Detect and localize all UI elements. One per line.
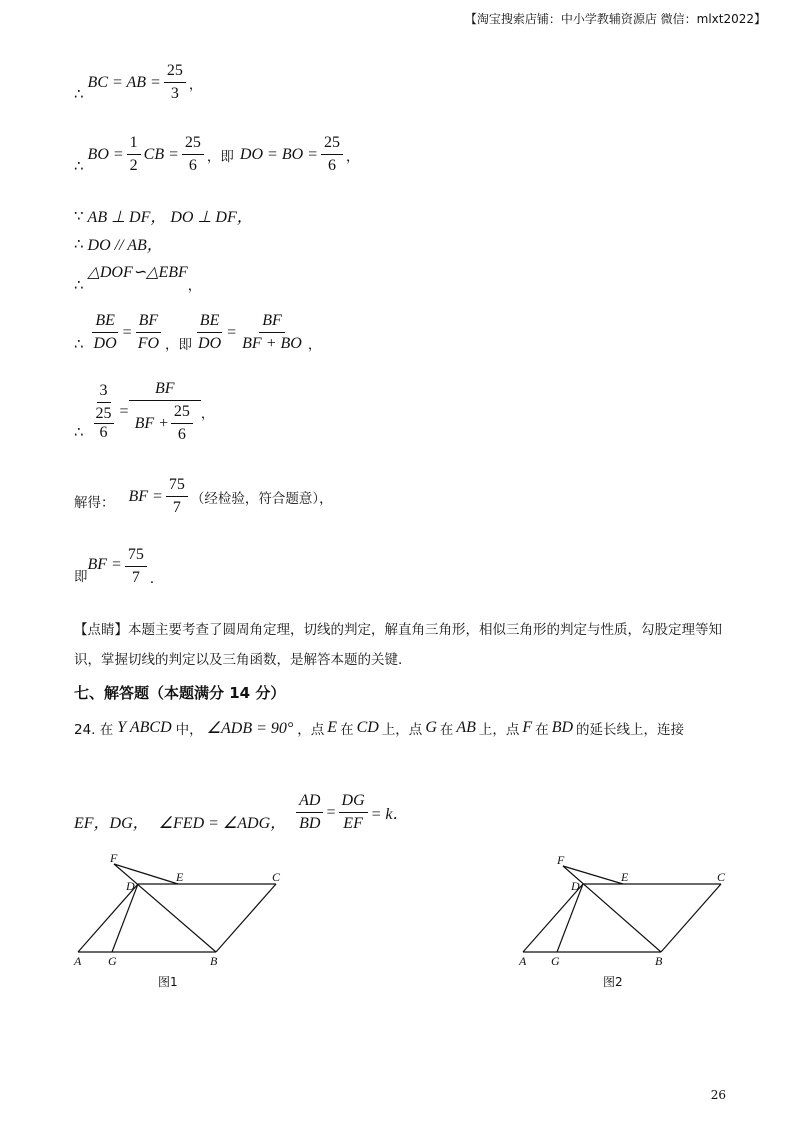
label-b: B (210, 954, 218, 968)
label-d: D (126, 879, 135, 893)
label-c: C (717, 870, 726, 884)
figure-2 (515, 850, 745, 990)
dianjing-note: 【点睛】本题主要考查了圆周角定理，切线的判定，解直角三角形，相似三角形的判定与性质，勾股定理等知识，掌握切线的判定以及三角函数，是解答本题的关键. (74, 622, 722, 668)
figure-1 (70, 850, 300, 990)
expr: BC = AB = (87, 73, 161, 91)
question-24-line2: EF，DG， ∠FED = ∠ADG， $\frac{AD}{BD}$ = $\frac{DG}{EF}$ = k． (74, 792, 409, 832)
compound-fraction: 3 25 6 (95, 382, 112, 441)
line-ratio: ∴ $\frac{BE}{DO}$ = $\frac{BF}{FO}$ ，即 $\frac{BE}{DO}$ = $\frac{BF}{BF + BO}$ ， (74, 312, 322, 353)
page-header: 【淘宝搜索店铺：中小学教辅资源店 微信：mlxt2022】 (464, 12, 766, 26)
fraction: $\frac{25}{6}$ (321, 134, 343, 175)
therefore-symbol: ∴ (74, 276, 84, 294)
label-e: E (176, 870, 184, 884)
label-a: A (74, 954, 82, 968)
label-a: A (519, 954, 527, 968)
therefore-symbol: ∴ (74, 85, 84, 103)
label-f: F (557, 853, 565, 867)
therefore-symbol: ∴ (74, 234, 84, 253)
section-title: 七、解答题（本题满分 14 分） (74, 684, 286, 702)
therefore-symbol: ∴ (74, 335, 84, 353)
fraction: $\frac{DG}{EF}$ (339, 792, 368, 833)
question-24-line1: 24. 在 Y ABCD 中， ∠ADB = 90° ，点 E 在 CD 上，点 G 在 AB 上，点 F 在 BD 的延长线上，连接 (74, 719, 685, 738)
line-similar: ∴ △DOF∽△EBF ， (74, 264, 202, 294)
segment-cb (216, 884, 276, 952)
fraction: $\frac{75}{7}$ (166, 476, 188, 517)
label-b: B (655, 954, 663, 968)
figure-caption: 图2 (603, 975, 623, 989)
fraction: $\frac{25}{3}$ (164, 62, 186, 103)
label-g: G (551, 954, 560, 968)
line-substitution: ∴ 3 25 6 = BF BF + $\frac{25}{6}$ ， (74, 380, 215, 443)
label-g: G (108, 954, 117, 968)
fraction: $\frac{BE}{DO}$ (198, 312, 222, 352)
therefore-symbol: ∴ (74, 157, 84, 175)
figure-caption: 图1 (158, 975, 178, 989)
line-final: 即 BF = $\frac{75}{7}$ ． (74, 546, 164, 587)
label-e: E (621, 870, 629, 884)
fraction: $\frac{AD}{BD}$ (296, 792, 323, 833)
because-symbol: ∵ (74, 206, 84, 225)
label-d: D (571, 879, 580, 893)
fraction: $\frac{25}{6}$ (182, 134, 204, 175)
label-f: F (110, 851, 118, 865)
line-bo: ∴ BO = $\frac{1}{2}$ CB = $\frac{25}{6}$ ，即 DO = BO = $\frac{25}{6}$ ， (74, 134, 360, 175)
line-solution: 解得： BF = $\frac{75}{7}$ （经检验，符合题意）， (74, 476, 333, 516)
line-parallel: ∴ DO // AB， (74, 234, 163, 254)
page-number: 26 (710, 1088, 726, 1102)
fraction: $\frac{BF}{BF + BO}$ (242, 312, 302, 352)
segment-dg (557, 884, 583, 952)
fraction: $\frac{BF}{FO}$ (135, 312, 162, 353)
segment-ad (523, 884, 583, 952)
fraction: $\frac{BE}{DO}$ (93, 312, 117, 352)
compound-fraction-right: BF BF + $\frac{25}{6}$ (132, 380, 198, 444)
segment-cb (661, 884, 721, 952)
fraction: $\frac{75}{7}$ (125, 546, 147, 587)
line-perpendicular: ∵ AB ⊥ DF， DO ⊥ DF， (74, 206, 253, 226)
segment-fe (114, 864, 178, 884)
segment-dg (112, 884, 138, 952)
therefore-symbol: ∴ (74, 423, 84, 441)
label-c: C (272, 870, 281, 884)
line-bc-ab: ∴ BC = AB = $\frac{25}{3}$ ， (74, 62, 203, 103)
segment-ad (78, 884, 138, 952)
fraction-half: $\frac{1}{2}$ (127, 134, 141, 175)
